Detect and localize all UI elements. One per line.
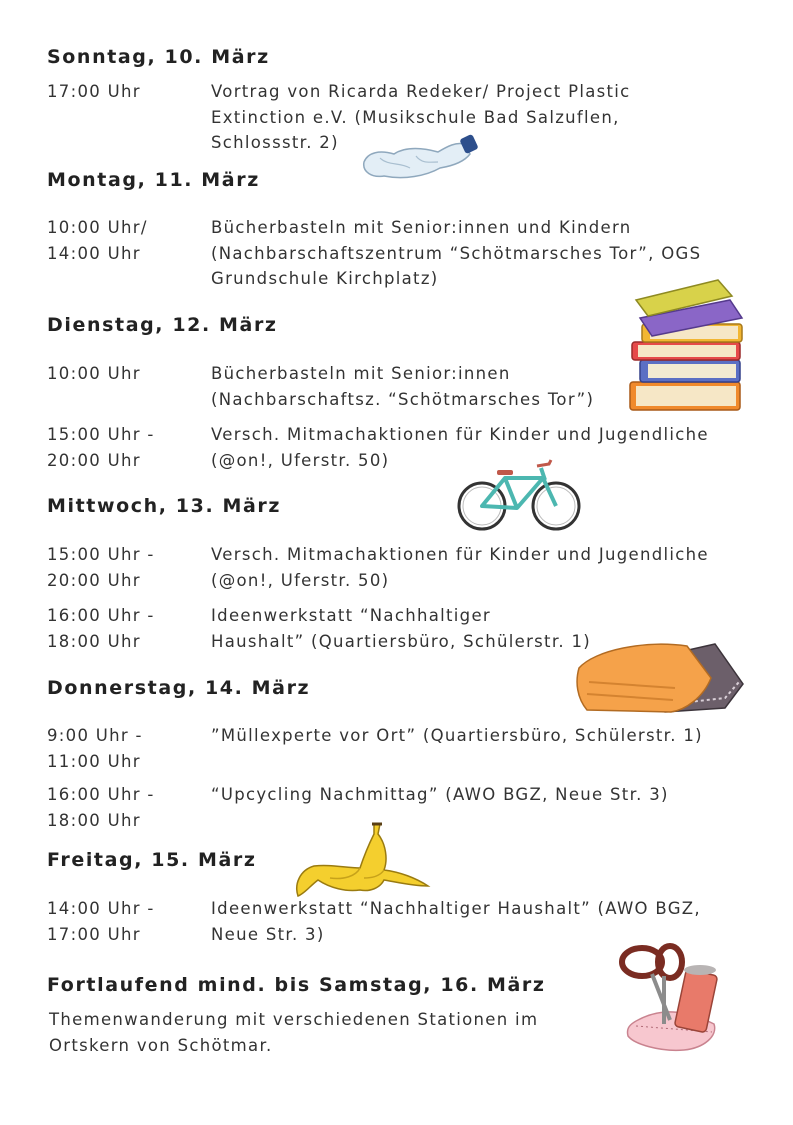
event-description: Versch. Mitmachaktionen für Kinder und Jugendliche (@on!, Uferstr. 50) [211, 545, 709, 590]
continuing-heading: Fortlaufend mind. bis Samstag, 16. März [47, 974, 546, 996]
day-heading-tuesday: Dienstag, 12. März [47, 314, 278, 336]
event-time: 16:00 Uhr - 18:00 Uhr [47, 785, 155, 830]
bicycle-icon [455, 456, 583, 532]
day-heading-friday: Freitag, 15. März [47, 849, 257, 871]
day-heading-monday: Montag, 11. März [47, 169, 260, 191]
scissors-thread-icon [614, 940, 726, 1058]
event-time: 9:00 Uhr - 11:00 Uhr [47, 726, 143, 771]
event-time: 17:00 Uhr [47, 82, 141, 101]
event-time: 16:00 Uhr - 18:00 Uhr [47, 606, 155, 651]
event-description: Bücherbasteln mit Senior:innen (Nachbarschaftsz. “Schötmarsches Tor”) [211, 364, 595, 409]
banana-peel-icon [290, 820, 432, 898]
event-description: Bücherbasteln mit Senior:innen und Kindern (Nachbarschaftszentrum “Schötmarsches Tor”, OGS Grundschule Kirchplatz) [211, 218, 702, 288]
day-heading-thursday: Donnerstag, 14. März [47, 677, 311, 699]
day-heading-sunday: Sonntag, 10. März [47, 46, 270, 68]
event-time: 15:00 Uhr - 20:00 Uhr [47, 425, 155, 470]
event-description: ”Müllexperte vor Ort” (Quartiersbüro, Schülerstr. 1) [211, 726, 703, 745]
event-description: Vortrag von Ricarda Redeker/ Project Plastic Extinction e.V. (Musikschule Bad Salzuflen, Schlossstr. 2) [211, 82, 631, 152]
event-time: 14:00 Uhr - 17:00 Uhr [47, 899, 155, 944]
continuing-description: Themenwanderung mit verschiedenen Stationen im Ortskern von Schötmar. [49, 1010, 539, 1055]
event-description: “Upcycling Nachmittag” (AWO BGZ, Neue Str. 3) [211, 785, 669, 804]
day-heading-wednesday: Mittwoch, 13. März [47, 495, 282, 517]
plastic-bottle-icon [360, 132, 482, 184]
event-time: 10:00 Uhr [47, 364, 141, 383]
folded-towels-icon [575, 632, 747, 716]
event-description: Ideenwerkstatt “Nachhaltiger Haushalt” (Quartiersbüro, Schülerstr. 1) [211, 606, 592, 651]
event-time: 15:00 Uhr - 20:00 Uhr [47, 545, 155, 590]
event-time: 10:00 Uhr/ 14:00 Uhr [47, 218, 148, 263]
event-description: Versch. Mitmachaktionen für Kinder und Jugendliche (@on!, Uferstr. 50) [211, 425, 709, 470]
event-description: Ideenwerkstatt “Nachhaltiger Haushalt” (AWO BGZ, Neue Str. 3) [211, 899, 701, 944]
